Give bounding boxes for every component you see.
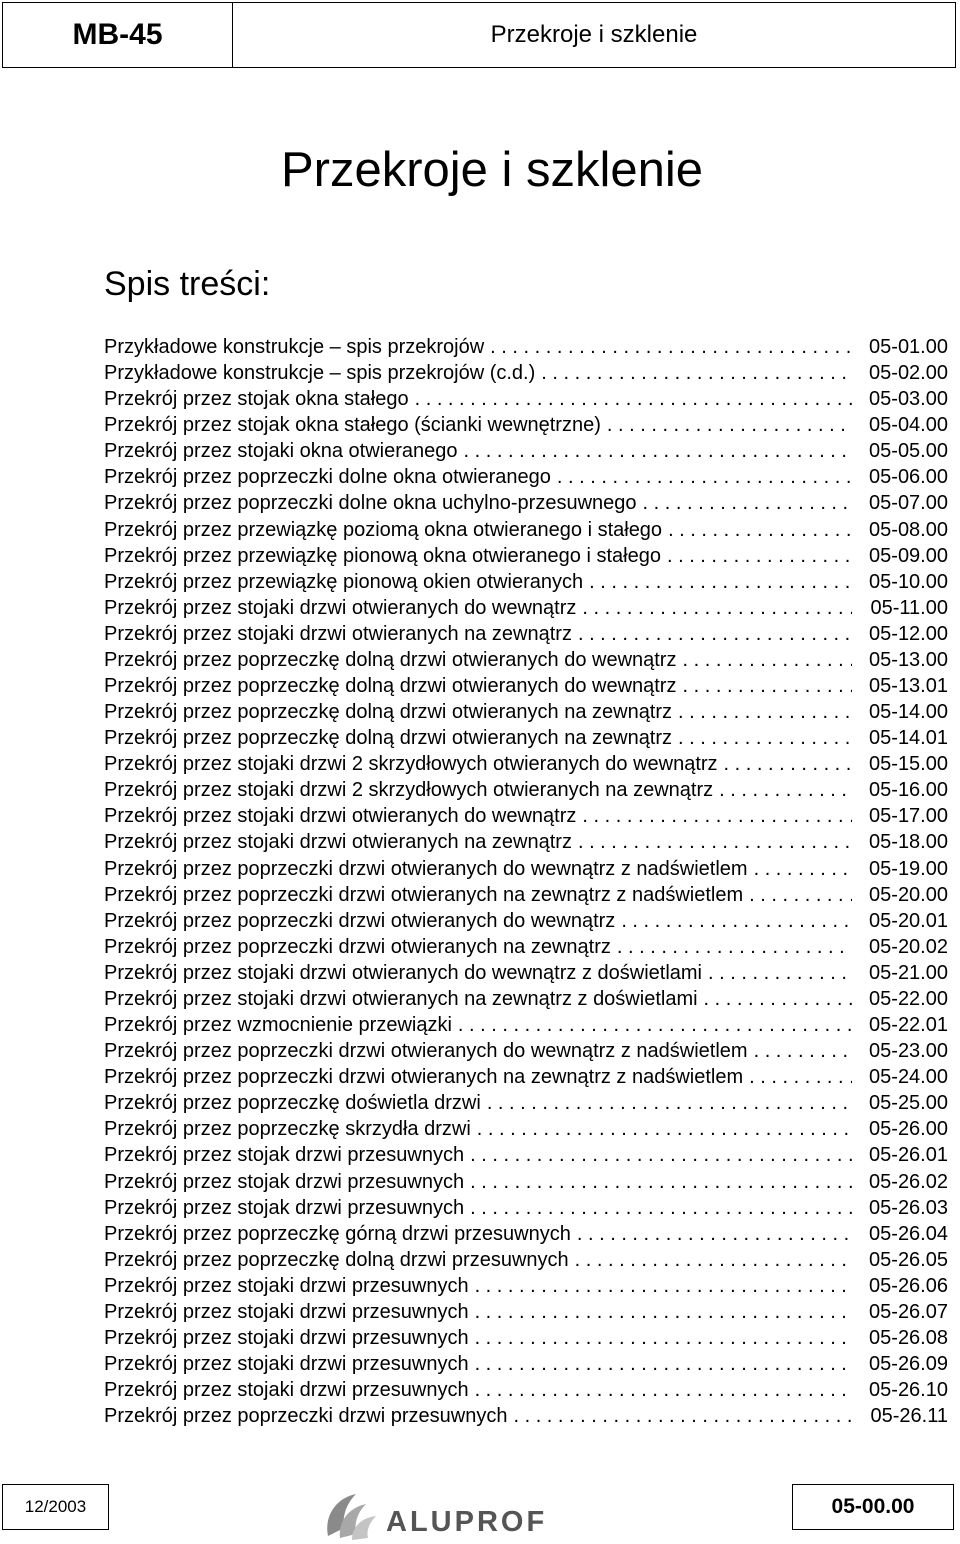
toc-entry-title: Przekrój przez poprzeczki drzwi przesuwnych xyxy=(104,1405,508,1428)
toc-entry-title: Przekrój przez poprzeczki drzwi otwieranych do wewnątrz xyxy=(104,909,616,932)
toc-leader-dots xyxy=(577,1221,852,1247)
toc-entry[interactable] xyxy=(104,543,948,569)
toc-entry[interactable] xyxy=(104,595,948,621)
toc-leader-dots xyxy=(582,803,852,829)
toc-entry-page: 05-26.02 xyxy=(869,1170,948,1193)
toc-entry-page: 05-03.00 xyxy=(869,388,948,411)
toc-entry-page: 05-13.01 xyxy=(869,675,948,698)
toc-entry-page: 05-17.00 xyxy=(869,805,948,828)
toc-leader-dots xyxy=(475,1273,852,1299)
toc-entry[interactable] xyxy=(104,960,948,986)
table-of-contents xyxy=(104,334,948,1429)
toc-entry-title: Przekrój przez stojaki drzwi przesuwnych xyxy=(104,1379,469,1402)
toc-leader-dots xyxy=(475,1351,852,1377)
toc-leader-dots xyxy=(557,464,852,490)
toc-entry-title: Przekrój przez przewiązkę pionową okien otwieranych xyxy=(104,570,584,593)
toc-entry-page: 05-12.00 xyxy=(869,622,948,645)
footer-date: 12/2003 xyxy=(2,1484,109,1530)
toc-entry-title: Przekrój przez poprzeczki drzwi otwieranych na zewnątrz z nadświetlem xyxy=(104,1066,744,1089)
toc-entry[interactable] xyxy=(104,334,948,360)
toc-entry-title: Przekrój przez poprzeczkę górną drzwi przesuwnych xyxy=(104,1222,571,1245)
toc-entry-page: 05-25.00 xyxy=(869,1092,948,1115)
toc-entry-page: 05-18.00 xyxy=(869,831,948,854)
toc-leader-dots xyxy=(464,438,852,464)
toc-entry-title: Przekrój przez stojak okna stałego (ścianki wewnętrzne) xyxy=(104,414,601,437)
toc-entry[interactable] xyxy=(104,386,948,412)
toc-entry-title: Przekrój przez poprzeczki drzwi otwieranych na zewnątrz z nadświetlem xyxy=(104,883,744,906)
toc-entry[interactable] xyxy=(104,517,948,543)
toc-entry[interactable] xyxy=(104,1116,948,1142)
toc-entry[interactable] xyxy=(104,647,948,673)
toc-heading: Spis treści: xyxy=(104,265,271,303)
aluprof-swirl-icon xyxy=(318,1486,382,1544)
logo-wordmark: ALUPROF xyxy=(386,1505,548,1538)
page-title: Przekroje i szklenie xyxy=(280,143,704,197)
toc-entry-title: Przekrój przez stojaki drzwi otwieranych na zewnątrz xyxy=(104,622,572,645)
toc-entry[interactable] xyxy=(104,412,948,438)
toc-entry-title: Przekrój przez stojaki drzwi przesuwnych xyxy=(104,1274,469,1297)
toc-entry[interactable] xyxy=(104,1403,948,1429)
toc-entry-page: 05-22.01 xyxy=(869,1014,948,1037)
toc-entry-title: Przekrój przez poprzeczki drzwi otwieranych na zewnątrz xyxy=(104,935,611,958)
toc-leader-dots xyxy=(708,960,852,986)
toc-entry-title: Przekrój przez poprzeczkę dolną drzwi otwieranych do wewnątrz xyxy=(104,648,677,671)
toc-entry[interactable] xyxy=(104,1377,948,1403)
toc-leader-dots xyxy=(589,569,852,595)
toc-entry-title: Przekrój przez przewiązkę poziomą okna otwieranego i stałego xyxy=(104,518,663,541)
toc-leader-dots xyxy=(668,517,852,543)
toc-entry-title: Przekrój przez wzmocnienie przewiązki xyxy=(104,1014,452,1037)
toc-entry-title: Przekrój przez stojak okna stałego xyxy=(104,388,409,411)
toc-entry[interactable] xyxy=(104,1195,948,1221)
toc-entry-page: 05-24.00 xyxy=(869,1066,948,1089)
toc-entry-page: 05-26.01 xyxy=(869,1144,948,1167)
toc-entry-page: 05-13.00 xyxy=(869,648,948,671)
toc-leader-dots xyxy=(678,725,852,751)
toc-entry-page: 05-11.00 xyxy=(870,596,948,619)
toc-entry-page: 05-20.00 xyxy=(869,883,948,906)
toc-leader-dots xyxy=(749,1064,852,1090)
toc-entry-page: 05-26.00 xyxy=(869,1118,948,1141)
toc-leader-dots xyxy=(678,699,852,725)
toc-entry-page: 05-26.11 xyxy=(870,1405,948,1428)
toc-entry-page: 05-14.00 xyxy=(869,701,948,724)
toc-leader-dots xyxy=(415,386,852,412)
toc-leader-dots xyxy=(475,1325,852,1351)
toc-entry[interactable] xyxy=(104,360,948,386)
toc-entry[interactable] xyxy=(104,777,948,803)
toc-leader-dots xyxy=(470,1195,852,1221)
toc-entry-title: Przekrój przez stojaki okna otwieranego xyxy=(104,440,458,463)
toc-entry-page: 05-26.08 xyxy=(869,1326,948,1349)
toc-entry-title: Przekrój przez poprzeczkę dolną drzwi przesuwnych xyxy=(104,1248,569,1271)
toc-entry-page: 05-08.00 xyxy=(869,518,948,541)
toc-entry-title: Przykładowe konstrukcje – spis przekrojów (c.d.) xyxy=(104,362,536,385)
toc-leader-dots xyxy=(617,934,852,960)
toc-entry-title: Przekrój przez poprzeczkę dolną drzwi otwieranych do wewnątrz xyxy=(104,675,677,698)
toc-entry[interactable] xyxy=(104,1221,948,1247)
toc-entry[interactable] xyxy=(104,1299,948,1325)
toc-entry-title: Przekrój przez stojaki drzwi 2 skrzydłowych otwieranych na zewnątrz xyxy=(104,779,714,802)
toc-entry[interactable] xyxy=(104,1012,948,1038)
toc-entry-title: Przykładowe konstrukcje – spis przekrojów xyxy=(104,336,485,358)
toc-leader-dots xyxy=(607,412,852,438)
toc-entry[interactable] xyxy=(104,1064,948,1090)
toc-entry-page: 05-26.06 xyxy=(869,1274,948,1297)
toc-entry[interactable] xyxy=(104,986,948,1012)
toc-entry[interactable] xyxy=(104,1038,948,1064)
toc-leader-dots xyxy=(475,1299,852,1325)
toc-entry-title: Przekrój przez stojak drzwi przesuwnych xyxy=(104,1144,465,1167)
toc-entry[interactable] xyxy=(104,1351,948,1377)
toc-entry[interactable] xyxy=(104,908,948,934)
toc-entry-title: Przekrój przez stojaki drzwi 2 skrzydłowych otwieranych do wewnątrz xyxy=(104,753,718,776)
toc-leader-dots xyxy=(470,1169,852,1195)
toc-leader-dots xyxy=(470,1142,852,1168)
toc-leader-dots xyxy=(724,751,852,777)
toc-entry-title: Przekrój przez poprzeczki dolne okna uchylno-przesuwnego xyxy=(104,492,637,515)
toc-entry-page: 05-02.00 xyxy=(869,362,948,385)
toc-entry[interactable] xyxy=(104,1247,948,1273)
toc-entry[interactable] xyxy=(104,934,948,960)
toc-entry[interactable] xyxy=(104,725,948,751)
toc-entry-page: 05-26.07 xyxy=(869,1300,948,1323)
toc-entry[interactable] xyxy=(104,1273,948,1299)
toc-entry-page: 05-15.00 xyxy=(869,753,948,776)
toc-leader-dots xyxy=(643,490,853,516)
toc-entry-title: Przekrój przez stojak drzwi przesuwnych xyxy=(104,1196,465,1219)
toc-entry[interactable] xyxy=(104,699,948,725)
toc-leader-dots xyxy=(682,673,852,699)
toc-entry-page: 05-19.00 xyxy=(869,857,948,880)
toc-entry-page: 05-06.00 xyxy=(869,466,948,489)
toc-leader-dots xyxy=(621,908,852,934)
toc-entry-title: Przekrój przez poprzeczki drzwi otwieranych do wewnątrz z nadświetlem xyxy=(104,857,748,880)
toc-entry-page: 05-26.10 xyxy=(869,1379,948,1402)
toc-entry[interactable] xyxy=(104,464,948,490)
toc-entry-title: Przekrój przez stojaki drzwi przesuwnych xyxy=(104,1353,469,1376)
toc-entry[interactable] xyxy=(104,829,948,855)
toc-entry[interactable] xyxy=(104,438,948,464)
document-header xyxy=(2,2,956,68)
toc-entry-page: 05-26.03 xyxy=(869,1196,948,1219)
toc-entry-title: Przekrój przez stojaki drzwi otwieranych do wewnątrz xyxy=(104,805,577,828)
toc-entry-title: Przekrój przez poprzeczkę dolną drzwi otwieranych na zewnątrz xyxy=(104,727,673,750)
toc-leader-dots xyxy=(754,1038,852,1064)
toc-entry-page: 05-22.00 xyxy=(869,987,948,1010)
toc-entry-title: Przekrój przez stojaki drzwi otwieranych na zewnątrz xyxy=(104,831,572,854)
toc-entry-title: Przekrój przez poprzeczkę doświetla drzwi xyxy=(104,1092,481,1115)
toc-entry-title: Przekrój przez stojaki drzwi otwieranych do wewnątrz z doświetlami xyxy=(104,961,702,984)
toc-entry[interactable] xyxy=(104,882,948,908)
toc-entry-page: 05-05.00 xyxy=(869,440,948,463)
toc-leader-dots xyxy=(719,777,852,803)
toc-entry-page: 05-26.05 xyxy=(869,1248,948,1271)
toc-entry-page: 05-01.00 xyxy=(869,336,948,358)
toc-entry-page: 05-10.00 xyxy=(869,570,948,593)
toc-leader-dots xyxy=(754,856,852,882)
toc-leader-dots xyxy=(667,543,852,569)
toc-entry-title: Przekrój przez stojaki drzwi przesuwnych xyxy=(104,1326,469,1349)
toc-leader-dots xyxy=(749,882,852,908)
toc-entry-title: Przekrój przez stojaki drzwi otwieranych do wewnątrz xyxy=(104,596,577,619)
toc-leader-dots xyxy=(475,1377,852,1403)
toc-leader-dots xyxy=(487,1090,852,1116)
toc-entry[interactable] xyxy=(104,621,948,647)
toc-entry-title: Przekrój przez poprzeczki drzwi otwieranych do wewnątrz z nadświetlem xyxy=(104,1040,748,1063)
toc-entry-page: 05-20.02 xyxy=(869,935,948,958)
toc-leader-dots xyxy=(458,1012,852,1038)
toc-entry[interactable] xyxy=(104,1169,948,1195)
toc-entry-page: 05-26.09 xyxy=(869,1353,948,1376)
toc-leader-dots xyxy=(477,1116,852,1142)
toc-entry-title: Przekrój przez stojaki drzwi przesuwnych xyxy=(104,1300,469,1323)
toc-leader-dots xyxy=(513,1403,852,1429)
toc-leader-dots xyxy=(575,1247,852,1273)
toc-entry-title: Przekrój przez poprzeczki dolne okna otwieranego xyxy=(104,466,551,489)
toc-entry-page: 05-26.04 xyxy=(869,1222,948,1245)
toc-entry[interactable] xyxy=(104,751,948,777)
toc-entry-page: 05-04.00 xyxy=(869,414,948,437)
system-code: MB-45 xyxy=(3,3,233,67)
toc-entry-page: 05-16.00 xyxy=(869,779,948,802)
toc-entry-title: Przekrój przez stojaki drzwi otwieranych na zewnątrz z doświetlami xyxy=(104,987,698,1010)
toc-entry[interactable] xyxy=(104,490,948,516)
toc-entry[interactable] xyxy=(104,673,948,699)
toc-entry-page: 05-09.00 xyxy=(869,544,948,567)
toc-leader-dots xyxy=(682,647,852,673)
toc-leader-dots xyxy=(578,621,852,647)
toc-leader-dots xyxy=(582,595,852,621)
toc-entry[interactable] xyxy=(104,569,948,595)
toc-entry-page: 05-20.01 xyxy=(869,909,948,932)
toc-entry-page: 05-14.01 xyxy=(869,727,948,750)
toc-entry-title: Przekrój przez przewiązkę pionową okna otwieranego i stałego xyxy=(104,544,661,567)
toc-entry-title: Przekrój przez stojak drzwi przesuwnych xyxy=(104,1170,465,1193)
toc-entry-page: 05-07.00 xyxy=(869,492,948,515)
footer-page-number: 05-00.00 xyxy=(792,1484,954,1530)
toc-entry[interactable] xyxy=(104,856,948,882)
toc-entry-page: 05-21.00 xyxy=(869,961,948,984)
aluprof-logo xyxy=(318,1486,578,1544)
toc-entry[interactable] xyxy=(104,803,948,829)
toc-leader-dots xyxy=(490,334,852,360)
toc-entry-page: 05-23.00 xyxy=(869,1040,948,1063)
toc-entry[interactable] xyxy=(104,1325,948,1351)
toc-entry-title: Przekrój przez poprzeczkę dolną drzwi otwieranych na zewnątrz xyxy=(104,701,673,724)
toc-leader-dots xyxy=(704,986,852,1012)
toc-leader-dots xyxy=(578,829,852,855)
toc-entry-title: Przekrój przez poprzeczkę skrzydła drzwi xyxy=(104,1118,471,1141)
toc-entry[interactable] xyxy=(104,1090,948,1116)
toc-leader-dots xyxy=(541,360,852,386)
header-title: Przekroje i szklenie xyxy=(490,21,698,48)
toc-entry[interactable] xyxy=(104,1142,948,1168)
